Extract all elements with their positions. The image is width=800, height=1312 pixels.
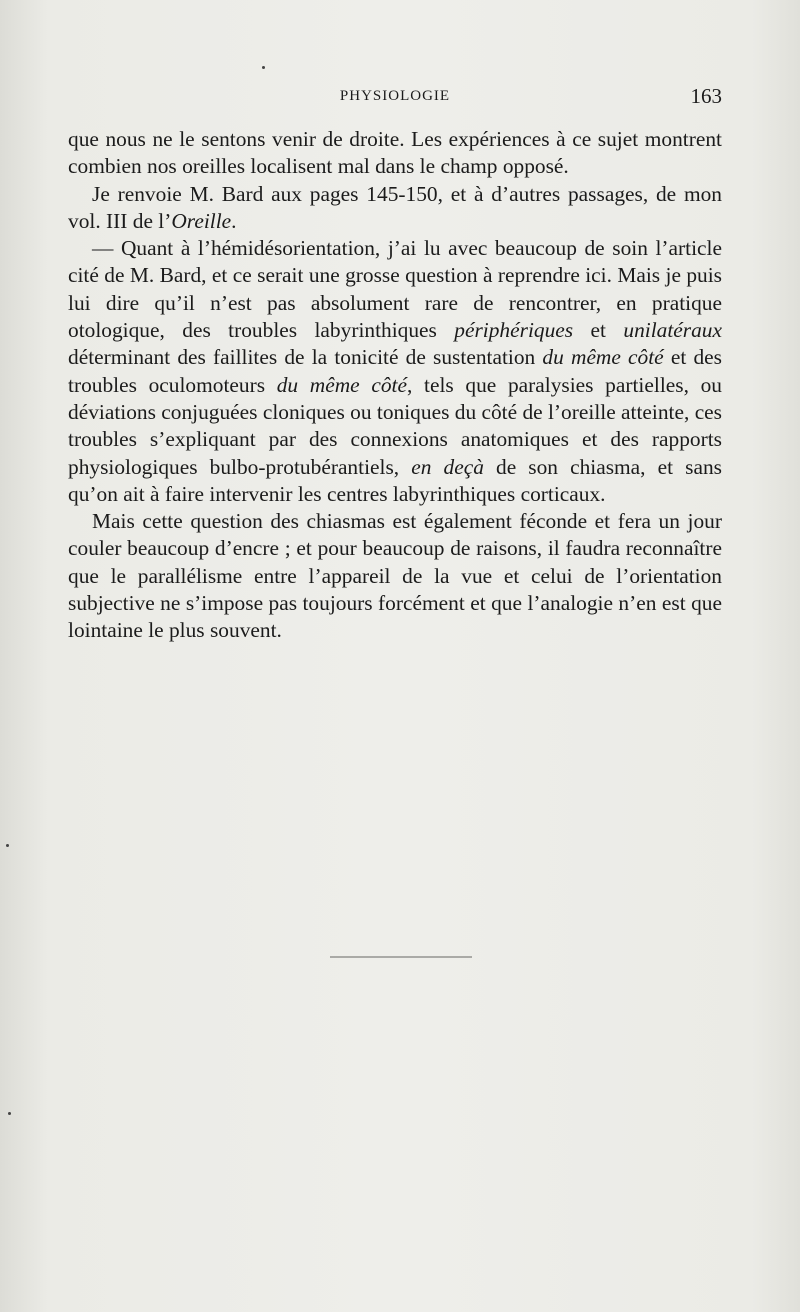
italic-phrase: du même côté — [276, 372, 407, 397]
text-run: de son chiasma, et sans qu’on ait à faire intervenir les centres labyrinthiques corticaux. — [68, 454, 722, 506]
paragraph — [68, 181, 722, 236]
text-run: et — [573, 318, 624, 343]
paper-speck — [6, 844, 9, 847]
text-run: Mais cette question des chiasmas est également féconde et fera un jour couler beaucoup d’encre ; et pour beaucoup de raisons, il faudra reconnaître que le parallélisme entre l’appareil de la vue et celui de l’orientation subjective ne s’impose pas toujours forcément et que l’analogie n’en est que lointaine le plus souvent. — [68, 509, 722, 643]
italic-phrase: du même côté — [542, 345, 664, 370]
show-through-shadow — [60, 690, 740, 1210]
paragraph — [68, 126, 722, 181]
running-title: PHYSIOLOGIE — [339, 88, 451, 104]
italic-phrase: périphériques — [454, 318, 574, 343]
show-through-rule — [330, 956, 472, 958]
text-run: déterminant des faillites de la tonicité de sustentation — [68, 345, 543, 370]
text-run: que nous ne le sentons venir de droite. Les expériences à ce sujet montrent combien nos oreilles localisent mal dans le champ opposé. — [68, 127, 722, 179]
paper-speck — [8, 1112, 11, 1115]
running-head — [68, 84, 722, 114]
paper-speck — [262, 66, 265, 69]
text-run: et des troubles oculomoteurs — [68, 345, 722, 397]
body-text — [68, 126, 722, 645]
text-run: . — [231, 208, 237, 233]
italic-phrase: unilatéraux — [623, 318, 722, 343]
italic-phrase: en deçà — [411, 454, 484, 479]
text-run: Je renvoie M. Bard aux pages 145-150, et à d’autres passages, de mon vol. III de l’ — [68, 181, 722, 233]
italic-phrase: Oreille — [171, 208, 232, 233]
paragraph — [68, 235, 722, 508]
text-run: , tels que paralysies partielles, ou déviations conjuguées cloniques ou toniques du côté de l’oreille atteinte, ces troubles s’expliquant par des connexions anatomiques et des rapports physiologiques bulbo-protubérantiels, — [68, 372, 723, 479]
text-run: — Quant à l’hémidésorientation, j’ai lu avec beaucoup de soin l’article cité de M. Bard, et ce serait une grosse question à reprendre ici. Mais je puis lui dire qu’il n’est pas absolument rare de rencontrer, en pratique otologique, des troubles labyrinthiques — [68, 236, 722, 343]
page-number: 163 — [690, 84, 722, 108]
paragraph — [68, 508, 722, 644]
